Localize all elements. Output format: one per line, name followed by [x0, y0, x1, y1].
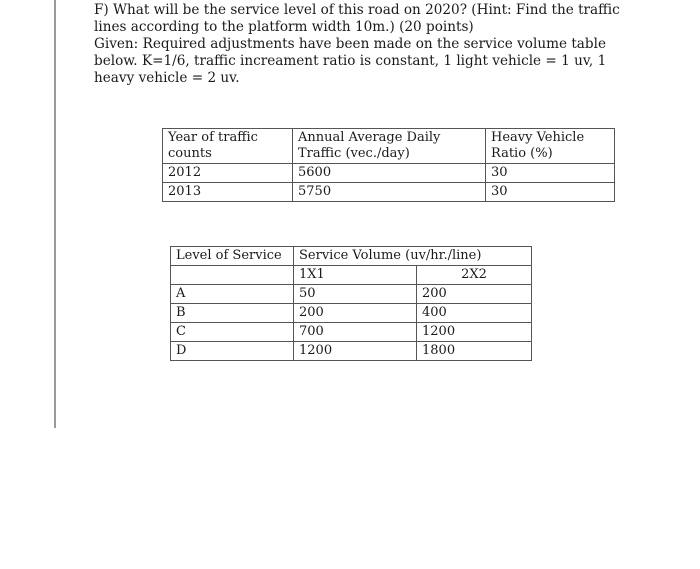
header-heavy-vehicle-ratio: [486, 129, 615, 164]
header-line: Ratio (%): [491, 146, 553, 161]
heavy-ratio-cell: 30: [486, 183, 615, 202]
question-line: heavy vehicle = 2 uv.: [94, 70, 240, 86]
volume-1x1-cell: 50: [294, 285, 417, 304]
volume-1x1-cell: 700: [294, 323, 417, 342]
header-line: Traffic (vec./day): [298, 146, 410, 161]
subheader-2x2: 2X2: [417, 266, 532, 285]
volume-2x2-cell: 400: [417, 304, 532, 323]
header-annual-average-daily-traffic: [293, 129, 486, 164]
heavy-ratio-cell: 30: [486, 164, 615, 183]
aadt-cell: 5600: [293, 164, 486, 183]
header-year-of-traffic-counts: [163, 129, 293, 164]
table-subheader-row: [171, 266, 532, 285]
table-header-row: [163, 129, 615, 164]
table-row: [171, 323, 532, 342]
volume-2x2-cell: 1800: [417, 342, 532, 361]
table-row: [163, 183, 615, 202]
header-line: Annual Average Daily: [298, 130, 441, 145]
header-line: Year of traffic: [168, 130, 258, 145]
los-cell: A: [171, 285, 294, 304]
volume-2x2-cell: 1200: [417, 323, 532, 342]
question-text: [94, 2, 694, 87]
los-cell: C: [171, 323, 294, 342]
volume-1x1-cell: 1200: [294, 342, 417, 361]
header-level-of-service: Level of Service: [171, 247, 294, 266]
question-line: below. K=1/6, traffic increament ratio is constant, 1 light vehicle = 1 uv, 1: [94, 53, 607, 69]
year-cell: 2013: [163, 183, 293, 202]
blank-cell: [171, 266, 294, 285]
table-row: [171, 342, 532, 361]
header-line: Heavy Vehicle: [491, 130, 585, 145]
subheader-1x1: 1X1: [294, 266, 417, 285]
question-line: lines according to the platform width 10m.) (20 points): [94, 19, 474, 35]
volume-1x1-cell: 200: [294, 304, 417, 323]
question-line: Given: Required adjustments have been made on the service volume table: [94, 36, 606, 52]
aadt-cell: 5750: [293, 183, 486, 202]
question-line: F) What will be the service level of this road on 2020? (Hint: Find the traffic: [94, 2, 620, 18]
year-cell: 2012: [163, 164, 293, 183]
traffic-count-table: [162, 128, 615, 202]
table-row: [163, 164, 615, 183]
header-service-volume: Service Volume (uv/hr./line): [294, 247, 532, 266]
page-margin-line: [54, 0, 56, 428]
los-cell: D: [171, 342, 294, 361]
header-line: counts: [168, 146, 212, 161]
table-row: [171, 285, 532, 304]
table-header-row: [171, 247, 532, 266]
volume-2x2-cell: 200: [417, 285, 532, 304]
service-volume-table: [170, 246, 532, 361]
los-cell: B: [171, 304, 294, 323]
table-row: [171, 304, 532, 323]
